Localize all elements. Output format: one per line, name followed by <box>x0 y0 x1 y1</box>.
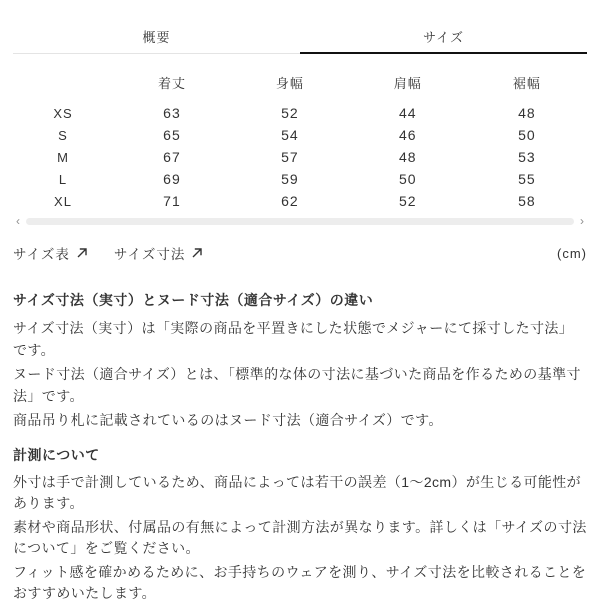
section-paragraph: 素材や商品形状、付属品の有無によって計測方法が異なります。詳しくは「サイズの寸法について」をご覧ください。 <box>13 519 587 556</box>
size-cell: 63 <box>163 105 181 121</box>
size-cell: 44 <box>398 105 417 121</box>
size-cell: 48 <box>518 105 536 121</box>
section-heading: 計測について <box>13 447 100 463</box>
links-row <box>13 242 587 264</box>
row-label: M <box>57 149 69 165</box>
size-cell: 69 <box>163 171 181 187</box>
header-cell-body-width: 身幅 <box>275 75 304 91</box>
header-cell-hem-width: 裾幅 <box>512 75 541 91</box>
size-cell: 55 <box>518 171 536 187</box>
size-cell: 50 <box>398 171 417 187</box>
size-cell: 71 <box>163 193 181 209</box>
scroll-right-icon[interactable]: › <box>580 214 584 228</box>
size-cell: 67 <box>163 149 181 165</box>
size-chart-link-label: サイズ表 <box>13 247 70 262</box>
section-paragraph: フィット感を確かめるために、お手持ちのウェアを測り、サイズ寸法を比較されることをおすすめいたします。 <box>13 564 587 601</box>
scroll-left-icon[interactable]: ‹ <box>16 214 20 228</box>
tab-overview[interactable]: 概要 <box>13 0 300 54</box>
table-row <box>13 168 587 190</box>
tab-size[interactable]: サイズ <box>300 0 587 54</box>
section-paragraph: 商品吊り札に記載されているのはヌード寸法（適合サイズ）です。 <box>13 412 443 428</box>
section-paragraph: 外寸は手で計測しているため、商品によっては若干の誤差（1～2cm）が生じる可能性があります。 <box>13 474 582 511</box>
size-cell: 50 <box>518 127 536 143</box>
size-measurements-link[interactable] <box>114 243 203 263</box>
size-table <box>13 70 587 212</box>
size-chart-link[interactable] <box>13 243 88 263</box>
size-measurements-link-label: サイズ寸法 <box>113 247 186 262</box>
tab-bar <box>13 0 587 54</box>
section-paragraph: サイズ寸法（実寸）は「実際の商品を平置きにした状態でメジャーにて採寸した寸法」です。 <box>13 320 574 358</box>
size-cell: 46 <box>398 127 417 143</box>
row-label: S <box>58 127 68 143</box>
header-cell-shoulder-width: 肩幅 <box>393 75 422 91</box>
size-cell: 57 <box>281 149 299 165</box>
row-label: XL <box>54 193 72 209</box>
size-cell: 65 <box>163 127 181 143</box>
external-link-arrow-icon <box>191 247 203 259</box>
table-row <box>13 124 587 146</box>
size-cell: 54 <box>281 127 299 143</box>
section-paragraph: ヌード寸法（適合サイズ）とは、「標準的な体の寸法に基づいた商品を作るための基準寸法」です。 <box>13 366 581 404</box>
horizontal-scrollbar <box>13 216 587 226</box>
row-label: L <box>58 171 68 187</box>
table-row <box>13 146 587 168</box>
size-cell: 52 <box>281 105 299 121</box>
table-row <box>13 102 587 124</box>
header-cell-length: 着丈 <box>157 75 186 91</box>
size-cell: 59 <box>281 171 299 187</box>
section-size-definition <box>13 290 587 431</box>
scrollbar-track[interactable] <box>26 218 574 225</box>
size-cell: 48 <box>398 149 417 165</box>
external-link-arrow-icon <box>76 247 88 259</box>
size-cell: 53 <box>518 149 536 165</box>
row-label: XS <box>53 105 73 121</box>
unit-label: (cm) <box>557 245 587 261</box>
size-table-header <box>13 70 587 94</box>
size-cell: 52 <box>398 193 417 209</box>
table-row <box>13 190 587 212</box>
size-cell: 58 <box>518 193 536 209</box>
section-measurement <box>13 445 587 604</box>
section-heading: サイズ寸法（実寸）とヌード寸法（適合サイズ）の違い <box>13 292 374 308</box>
size-cell: 62 <box>281 193 299 209</box>
